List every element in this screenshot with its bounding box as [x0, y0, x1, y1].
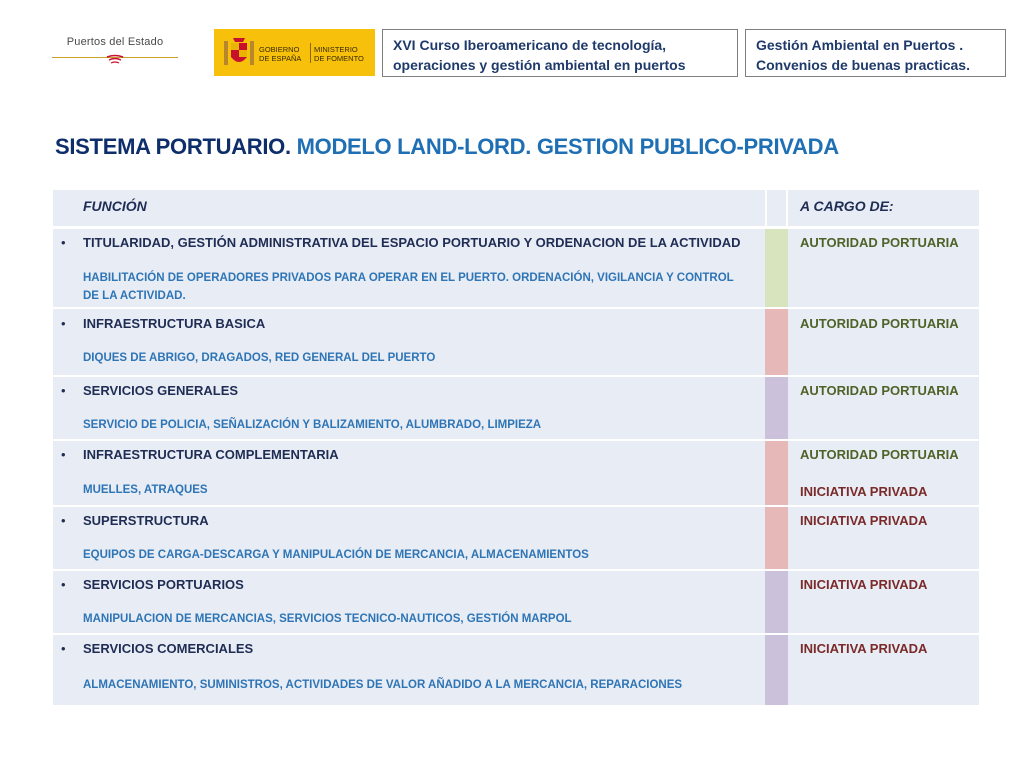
page-title-part2: MODELO LAND-LORD. GESTION PUBLICO-PRIVADA: [296, 134, 839, 159]
row-cargo-secondary: INICIATIVA PRIVADA: [800, 484, 928, 499]
row-color-mark: [765, 571, 788, 633]
row-color-mark: [765, 377, 788, 439]
topic-line2: Convenios de buenas practicas.: [756, 57, 970, 73]
coat-of-arms-icon: [221, 35, 257, 70]
row-cargo: AUTORIDAD PORTUARIA: [800, 235, 959, 250]
row-title: INFRAESTRUCTURA COMPLEMENTARIA: [83, 447, 339, 462]
row-color-mark: [765, 229, 788, 307]
row-cargo: AUTORIDAD PORTUARIA: [800, 383, 959, 398]
table-row: • INFRAESTRUCTURA COMPLEMENTARIA MUELLES, ATRAQUES AUTORIDAD PORTUARIA INICIATIVA PRIVADA: [53, 441, 979, 505]
row-cargo: AUTORIDAD PORTUARIA: [800, 447, 959, 462]
table-header-row: [53, 190, 979, 226]
topic-title-box: [745, 29, 1006, 77]
puertos-del-estado-logo: [52, 36, 178, 66]
row-color-mark: [765, 309, 788, 375]
row-title: SUPERSTRUCTURA: [83, 513, 209, 528]
header-a-cargo-de: A CARGO DE:: [800, 198, 894, 214]
row-title: SERVICIOS GENERALES: [83, 383, 239, 398]
row-title: SERVICIOS COMERCIALES: [83, 641, 254, 656]
row-description: MANIPULACION DE MERCANCIAS, SERVICIOS TECNICO-NAUTICOS, GESTIÓN MARPOL: [83, 613, 572, 625]
topic-line1: Gestión Ambiental en Puertos .: [756, 37, 964, 53]
row-color-mark: [765, 441, 788, 505]
table-row: • SERVICIOS GENERALES SERVICIO DE POLICIA, SEÑALIZACIÓN Y BALIZAMIENTO, ALUMBRADO, LIMPIEZA AUTORIDAD PORTUARIA: [53, 377, 979, 439]
header-funcion: FUNCIÓN: [83, 198, 147, 214]
row-color-mark: [765, 635, 788, 705]
row-cargo: INICIATIVA PRIVADA: [800, 577, 928, 592]
table-row: • INFRAESTRUCTURA BASICA DIQUES DE ABRIGO, DRAGADOS, RED GENERAL DEL PUERTO AUTORIDAD PORTUARIA: [53, 309, 979, 375]
row-description: DIQUES DE ABRIGO, DRAGADOS, RED GENERAL DEL PUERTO: [83, 352, 436, 364]
page-title-part1: SISTEMA PORTUARIO.: [55, 134, 291, 159]
row-description: MUELLES, ATRAQUES: [83, 484, 208, 496]
row-title: INFRAESTRUCTURA BASICA: [83, 316, 266, 331]
row-cargo: INICIATIVA PRIVADA: [800, 513, 928, 528]
course-title-box: [382, 29, 738, 77]
table-row: • TITULARIDAD, GESTIÓN ADMINISTRATIVA DEL ESPACIO PORTUARIO Y ORDENACION DE LA ACTIVIDAD HABILITACIÓN DE OPERADORES PRIVADOS PARA OPERAR EN EL PUERTO. ORDENACIÓN, VIGILANCIA Y CONTROL DE LA ACTIVIDAD. AUTORIDAD PORTUARIA: [53, 229, 979, 307]
table-row: • SUPERSTRUCTURA EQUIPOS DE CARGA-DESCARGA Y MANIPULACIÓN DE MERCANCIA, ALMACENAMIENTOS INICIATIVA PRIVADA: [53, 507, 979, 569]
logo-gobierno-line1: GOBIERNO: [259, 45, 300, 54]
row-description: SERVICIO DE POLICIA, SEÑALIZACIÓN Y BALIZAMIENTO, ALUMBRADO, LIMPIEZA: [83, 419, 542, 431]
row-title: TITULARIDAD, GESTIÓN ADMINISTRATIVA DEL ESPACIO PORTUARIO Y ORDENACION DE LA ACTIVIDAD: [83, 235, 741, 250]
row-cargo: INICIATIVA PRIVADA: [800, 641, 928, 656]
row-description: EQUIPOS DE CARGA-DESCARGA Y MANIPULACIÓN DE MERCANCIA, ALMACENAMIENTOS: [83, 549, 589, 561]
logo-ministerio-line2: DE FOMENTO: [314, 54, 364, 63]
logo-puertos-text: Puertos del Estado: [66, 36, 164, 48]
course-line2: operaciones y gestión ambiental en puertos: [393, 57, 686, 73]
gobierno-fomento-logo: [214, 29, 375, 76]
swoosh-icon: [106, 53, 124, 65]
row-description: HABILITACIÓN DE OPERADORES PRIVADOS PARA OPERAR EN EL PUERTO. ORDENACIÓN, VIGILANCIA Y CONTROL DE LA ACTIVIDAD.: [83, 272, 734, 302]
row-description: ALMACENAMIENTO, SUMINISTROS, ACTIVIDADES DE VALOR AÑADIDO A LA MERCANCIA, REPARACIONES: [83, 679, 683, 691]
row-color-mark: [765, 507, 788, 569]
row-title: SERVICIOS PORTUARIOS: [83, 577, 244, 592]
logo-gobierno-line2: DE ESPAÑA: [259, 54, 302, 63]
course-line1: XVI Curso Iberoamericano de tecnología,: [393, 37, 667, 53]
logo-ministerio-line1: MINISTERIO: [314, 45, 358, 54]
row-cargo: AUTORIDAD PORTUARIA: [800, 316, 959, 331]
table-row: • SERVICIOS COMERCIALES ALMACENAMIENTO, SUMINISTROS, ACTIVIDADES DE VALOR AÑADIDO A LA MERCANCIA, REPARACIONES INICIATIVA PRIVADA: [53, 635, 979, 705]
table-row: • SERVICIOS PORTUARIOS MANIPULACION DE MERCANCIAS, SERVICIOS TECNICO-NAUTICOS, GESTIÓN MARPOL INICIATIVA PRIVADA: [53, 571, 979, 633]
page-title: [55, 134, 839, 160]
